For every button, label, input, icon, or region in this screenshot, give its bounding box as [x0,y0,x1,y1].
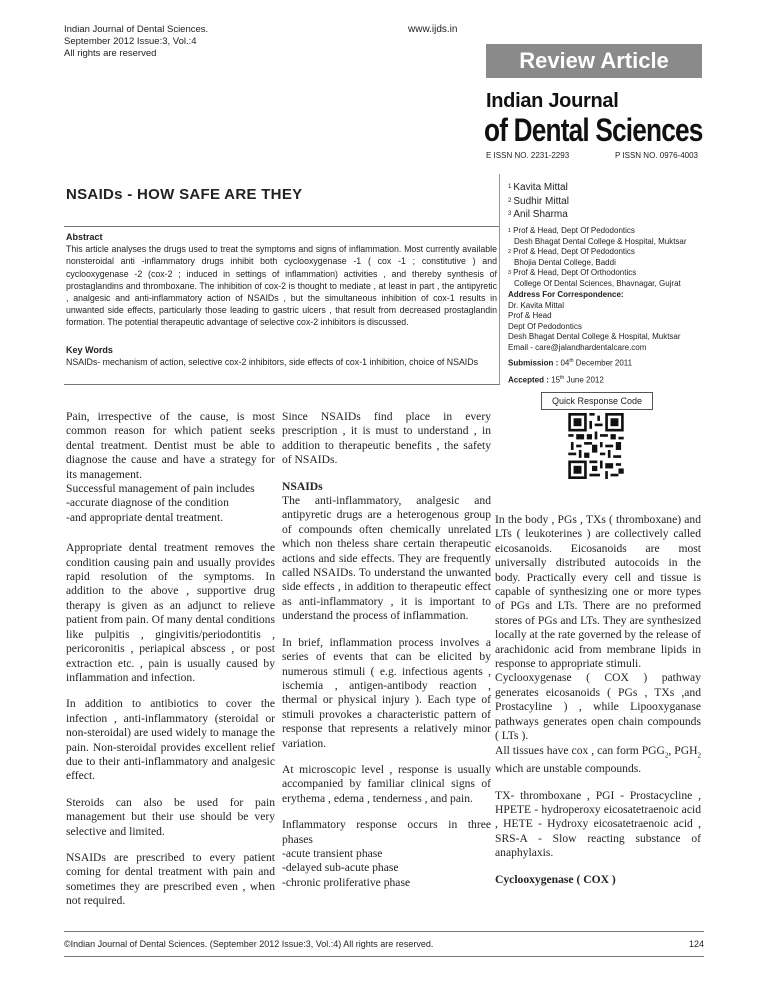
paragraph: NSAIDs are prescribed to every patient coming for dental treatment with pain and sometimes they are prescribed even , when not required. [66,850,275,908]
correspondence [508,290,708,354]
paragraph: In the body , PGs , TXs ( thromboxane) and LTs ( leukoterines ) are collectively called eicosanoids. Eicosanoids are most universally distributed autocoids in the body. Practically every cell and tissue is capable of synthesizing one or more types of PGs and LTs. There are no preformed stores of PGs and LTs. They are synthesized locally at the rate governed by the release of arachidonic acid from membrane lipids in response to appropriate stimuli. [495,513,701,671]
correspondence-heading: Address For Correspondence: [508,290,624,299]
body-column-3 [495,513,701,899]
correspondence-line: Dr. Kavita Mittal [508,300,565,310]
correspondence-line: Prof & Head [508,311,552,321]
paragraph: All tissues have cox , can form $PGG_2$, $PGH_2$ which are unstable compounds. [495,743,701,776]
affiliations [508,226,708,290]
keywords [66,344,497,368]
affiliation: $^1$ Prof & Head, Dept Of Pedodontics Desh Bhagat Dental College & Hospital, Muktsar [508,226,687,246]
paragraph: Cyclooxygenase ( COX ) pathway generates eicosanoids ( PGs , TXs ,and Prostacyline ) , while Lipooxyganase pathways generates open chain compounds ( LTs ). [495,671,701,743]
author-list [508,181,569,222]
accepted-date: Accepted : 15th June 2012 [508,374,604,385]
paragraph: Inflammatory response occurs in three phases [282,818,491,846]
list-item: -and appropriate dental treatment. [66,510,224,524]
paragraph: TX- thromboxane , PGI - Prostacycline , HPETE - hydroperoxy eicosatetraenoic acid , HETE - Hydroxy eicosatetraenoic acid , SRS-A - Slow reacting substance of anaphylaxis. [495,788,701,860]
correspondence-line: Dept Of Pedodontics [508,321,582,331]
journal-url[interactable]: www.ijds.in [408,24,458,35]
author: $^1$ Kavita Mittal [508,182,568,193]
correspondence-line: Desh Bhagat Dental College & Hospital, Muktsar [508,332,681,342]
info-divider [499,174,500,384]
section-heading: NSAIDs [282,479,323,493]
qr-label: Quick Response Code [541,392,653,410]
section-heading: Cyclooxygenase ( COX ) [495,872,616,886]
journal-title-line2: of Dental Sciences [484,112,703,148]
list-item: -chronic proliferative phase [282,875,411,889]
author: $^3$ Anil Sharma [508,209,568,220]
pissn: P ISSN NO. 0976-4003 [614,151,698,160]
journal-header [64,24,208,60]
keywords-heading: Key Words [66,345,113,355]
paragraph: Steroids can also be used for pain management but their use should be very selective and limited. [66,795,275,838]
paragraph: At microscopic level , response is usually accompanied by familiar clinical signs of erythema , edema , tenderness , and pain. [282,762,491,805]
issue-line: September 2012 Issue:3, Vol.:4 [64,36,197,47]
rights-line: All rights are reserved [64,48,157,59]
page-number: 124 [688,939,704,949]
journal-line: Indian Journal of Dental Sciences. [64,24,209,35]
article-title: NSAIDs - HOW SAFE ARE THEY [66,186,303,203]
body-column-1 [66,410,275,921]
abstract-text: This article analyses the drugs used to treat the symptoms and signs of inflammation. Most currently available nonsteroidal anti -inflammatory drugs inhibit both cyclooxygenase -1 ( cox -1 ; constitutive ) and cyclooxygenase -2 (cox-2 ; induced in settings of inflammation) activities , and thereby synthesis of prostaglandins and thromboxane. The inhibition of cox-2 is thought to mediate , at least in part , the antipyretic , analgesic and anti-inflammatory action of NSAIDs , but the simultaneous inhibition of cox-1 results in unwanted side effects, particularly those leading to gastric ulcers , that result from decreased prostaglandin formation. The potential therapeutic advantage of selective cox-2 inhibitors is discussed. [66,244,497,328]
abstract-heading: Abstract [66,232,103,242]
paragraph: Pain, irrespective of the cause, is most common reason for which patient seeks dental treatment. Dentist must be able to diagnose the cause and have a strategy for its management. [66,410,275,481]
paragraph: In addition to antibiotics to cover the infection , anti-inflammatory (steroidal or non-steroidal) are used widely to manage the pain. Non-steroidal provides excellent relief due to their anti-inflammatory and analgesic effect. [66,697,275,783]
footer-copyright: ©Indian Journal of Dental Sciences. (September 2012 Issue:3, Vol.:4) All rights are reserved. [64,939,434,949]
body-column-2 [282,410,491,890]
keywords-text: NSAIDs- mechanism of action, selective cox-2 inhibitors, side effects of cox-1 inhibition, choice of NSAIDs [66,357,479,368]
page-footer [64,931,704,957]
list-item: -acute transient phase [282,846,383,860]
issn-row [486,151,698,160]
correspondence-email[interactable]: Email - care@jalandhardentalcare.com [508,342,647,352]
review-article-badge: Review Article [486,44,702,78]
divider [64,226,500,227]
divider [64,384,500,385]
abstract [66,231,497,329]
paragraph: Since NSAIDs find place in every prescription , it is must to understand , in addition to therapeutic benefits , the safety of NSAIDs. [282,410,491,467]
eissn: E ISSN NO. 2231-2293 [486,151,570,160]
paragraph: Appropriate dental treatment removes the condition causing pain and usually provides rapid resolution of the symptoms. In addition to the above , supportive drug therapy is given as an adjunct to relieve patient from pain. Of many dental conditions like pulpitis , gingivitis/periodontitis , pericoronitis , periapical abscess , or post extraction etc. , pain is usually caused by inflammation and infection. [66,541,275,684]
author: $^2$ Sudhir Mittal [508,195,569,207]
dates [508,354,708,387]
paragraph: Successful management of pain includes [66,482,255,496]
affiliation: $^3$ Prof & Head, Dept Of Orthodontics College Of Dental Sciences, Bhavnagar, Gujrat [508,268,681,288]
journal-title-line1: Indian Journal [486,90,619,112]
list-item: -delayed sub-acute phase [282,861,399,875]
qr-code-icon[interactable] [568,413,624,479]
affiliation: $^2$ Prof & Head, Dept Of Pedodontics Bhojia Dental College, Baddi [508,247,635,267]
list-item: -accurate diagnose of the condition [66,496,229,510]
paragraph: In brief, inflammation process involves a series of events that can be elicited by numerous stimuli ( e.g. infectious agents , ischemia , antigen-antibody reaction , thermal or physical injury ). Each type of stimuli provokes a characteristic pattern of response that represents a relatively minor variation. [282,635,491,750]
submission-date: Submission : 04th December 2011 [508,358,633,368]
paragraph: The anti-inflammatory, analgesic and antipyretic drugs are a heterogenous group of compounds often chemically unrelated which non theless share certain therapeutic actions and side effects. They are frequently called NSAIDs. To understand the unwanted side effects , in addition to therapeutic effect as anti-inflammatory , it is important to understand the process of inflammation. [282,494,491,623]
